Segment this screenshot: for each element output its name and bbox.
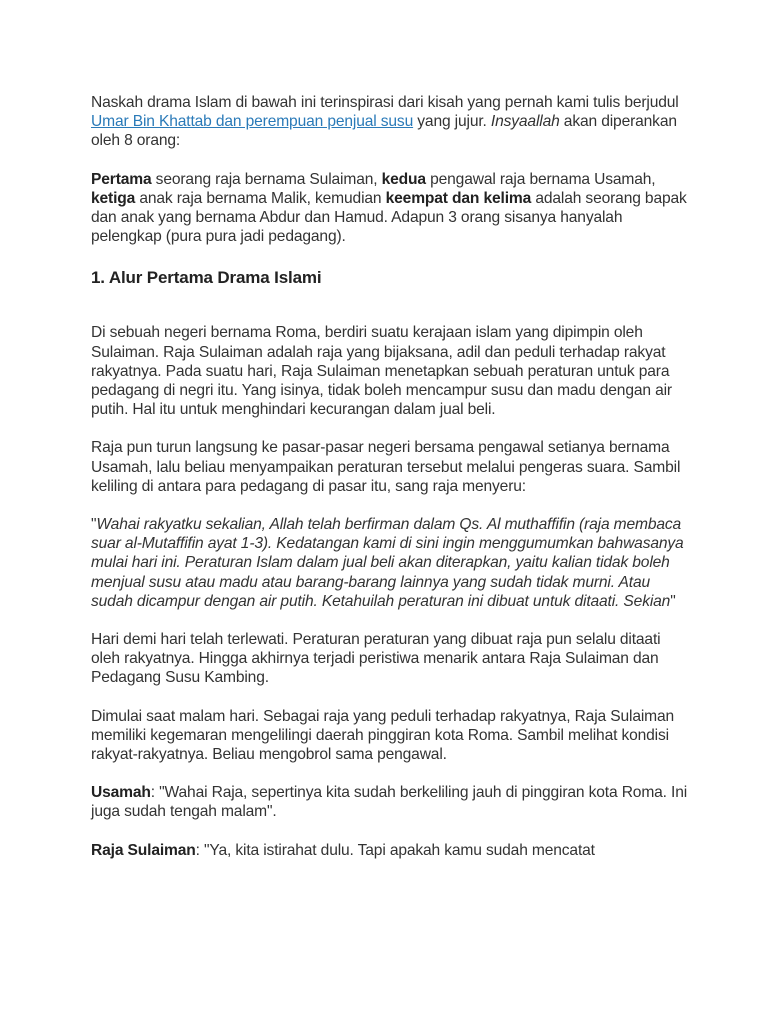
dialogue-text: : "Ya, kita istirahat dulu. Tapi apakah kamu sudah mencatat — [195, 841, 595, 859]
article-link[interactable]: Umar Bin Khattab dan perempuan penjual susu — [91, 113, 414, 131]
story-paragraph: Dimulai saat malam hari. Sebagai raja yang peduli terhadap rakyatnya, Raja Sulaiman memiliki kegemaran mengelilingi daerah pinggiran kota Roma. Sambil melihat kondisi rakyat-rakyatnya. Beliau mengobrol sama pengawal. — [91, 707, 675, 764]
cast-bold: ketiga — [91, 189, 136, 207]
section-heading: 1. Alur Pertama Drama Islami — [91, 268, 322, 288]
quote-mark: " — [670, 592, 676, 610]
dialogue-line — [91, 783, 691, 821]
intro-text: yang jujur. — [413, 113, 491, 131]
dialogue-text: : "Wahai Raja, sepertinya kita sudah berkeliling jauh di pinggiran kota Roma. Ini juga sudah tengah malam". — [91, 784, 688, 821]
cast-text: pengawal raja bernama Usamah, — [425, 170, 656, 188]
dialogue-line — [91, 841, 691, 860]
intro-paragraph — [91, 93, 691, 151]
cast-bold: kedua — [381, 170, 426, 188]
quote-text: Wahai rakyatku sekalian, Allah telah berfirman dalam Qs. Al muthaffifin (raja membaca suar al-Mutaffifin ayat 1-3). Kedatangan kami di sini ingin menggumumkan bahwasanya mulai hari ini. Peraturan Islam dalam jual beli akan diterapkan, yaitu kalian tidak boleh menjual susu atau madu atau barang-barang lainnya yang sudah tidak murni. Atau sudah dicampur dengan air putih. Ketahuilah peraturan ini dibuat untuk ditaati. Sekian — [91, 516, 684, 610]
king-quote — [91, 515, 691, 611]
article-body — [91, 93, 691, 860]
intro-italic: Insyaallah — [490, 113, 560, 131]
cast-text: seorang raja bernama Sulaiman, — [151, 170, 382, 188]
story-paragraph: Raja pun turun langsung ke pasar-pasar negeri bersama pengawal setianya bernama Usamah, lalu beliau menyampaikan peraturan tersebut melalui pengeras suara. Sambil keliling di antara para pedagang di pasar itu, sang raja menyeru: — [91, 439, 681, 495]
cast-bold: Pertama — [91, 170, 152, 188]
intro-text: Naskah drama Islam di bawah ini terinspirasi dari kisah yang pernah kami tulis berjudul — [91, 94, 679, 111]
speaker-name: Raja Sulaiman — [91, 841, 196, 859]
intro-text: akan diperankan oleh 8 orang: — [91, 113, 677, 150]
story-paragraph: Di sebuah negeri bernama Roma, berdiri suatu kerajaan islam yang dipimpin oleh Sulaiman. Raja Sulaiman adalah raja yang bijaksana, adil dan peduli terhadap rakyat rakyatnya. Pada suatu hari, Raja Sulaiman menetapkan sebuah peraturan untuk para pedagang di negri itu. Yang isinya, tidak boleh mencampur susu dan madu dengan air putih. Hal itu untuk menghindari kecurangan dalam jual beli. — [91, 324, 672, 419]
cast-paragraph — [91, 170, 691, 247]
cast-text: adalah seorang bapak dan anak yang bernama Abdur dan Hamud. Adapun 3 orang sisanya hanyalah pelengkap (pura pura jadi pedagang). — [91, 189, 687, 246]
cast-text: anak raja bernama Malik, kemudian — [135, 189, 386, 207]
quote-mark: " — [91, 516, 97, 534]
cast-bold: keempat dan kelima — [385, 189, 532, 207]
speaker-name: Usamah — [91, 784, 151, 802]
story-paragraph: Hari demi hari telah terlewati. Peraturan peraturan yang dibuat raja pun selalu ditaati oleh rakyatnya. Hingga akhirnya terjadi peristiwa menarik antara Raja Sulaiman dan Pedagang Susu Kambing. — [91, 631, 661, 687]
